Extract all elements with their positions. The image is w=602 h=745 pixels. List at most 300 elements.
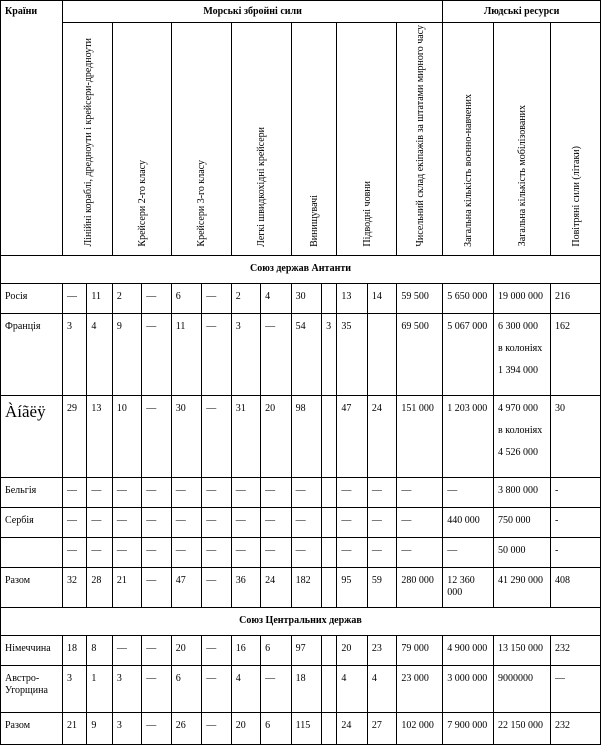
destroyers-b: [322, 712, 337, 744]
destroyers-b: [322, 395, 337, 477]
cell-value: 79 000: [401, 642, 429, 654]
cell-value: 750 000: [498, 514, 531, 526]
battleships-a: [63, 507, 87, 537]
cell-value: -: [554, 484, 559, 496]
cell-value: —: [341, 484, 352, 496]
cruisers2-a: [112, 283, 141, 313]
cell-value: 16: [235, 642, 246, 654]
cell-value: 280 000: [401, 574, 434, 586]
mobilized-cell: [494, 313, 551, 395]
trained-cell: [443, 395, 494, 477]
cell-value: 182: [295, 574, 311, 586]
destroyers-b: [322, 665, 337, 712]
aircraft-cell: [550, 665, 600, 712]
mobilized-cell: [494, 477, 551, 507]
aircraft-cell: [550, 283, 600, 313]
aircraft-cell: [550, 712, 600, 744]
cell-value: 2: [235, 290, 241, 302]
crew-cell: [397, 477, 443, 507]
cell-value: 23: [371, 642, 382, 654]
cell-value: —: [175, 514, 186, 526]
cell-value: —: [265, 544, 276, 556]
cell-value: —: [554, 672, 565, 684]
trained-cell: [443, 665, 494, 712]
crew-cell: [397, 567, 443, 607]
cell-value: -: [554, 514, 559, 526]
cell-value: —: [206, 484, 217, 496]
cell-value: 24: [341, 719, 352, 731]
battleships-b: [87, 283, 112, 313]
cruisers2-b: [142, 635, 171, 665]
cell-value: Àíãëÿ: [5, 401, 46, 421]
cell-value: 19 000 000: [498, 290, 544, 302]
table-row: [1, 635, 601, 665]
destroyers-b: [322, 567, 337, 607]
cell-value: 216: [554, 290, 570, 302]
cell-value: 20: [341, 642, 352, 654]
cruisers2-b: [142, 313, 171, 395]
battleships-b: [87, 507, 112, 537]
destroyers-a: [291, 665, 321, 712]
cell-value: —: [116, 642, 127, 654]
cell-value: —: [341, 514, 352, 526]
cell-value: —: [401, 484, 412, 496]
cell-value: 3: [235, 320, 241, 332]
col-trained: Загальна кількість воєнно-навчених: [443, 23, 494, 256]
cell-value: —: [91, 514, 102, 526]
cell-value: 9000000: [498, 672, 534, 684]
battleships-a: [63, 635, 87, 665]
cruisers3-a: [171, 395, 201, 477]
cruisers3-b: [202, 712, 231, 744]
trained-cell: [443, 635, 494, 665]
cell-value: 3 800 000: [498, 484, 539, 496]
light-cruisers-b: [261, 635, 291, 665]
cell-value: —: [67, 484, 78, 496]
cell-value: —: [447, 544, 458, 556]
cell-value: —: [401, 514, 412, 526]
cell-value: —: [371, 544, 382, 556]
aircraft-cell: [550, 635, 600, 665]
cruisers3-a: [171, 712, 201, 744]
col-destroyers: Винищувачі: [291, 23, 337, 256]
cell-value: —: [206, 320, 217, 332]
cell-value: 27: [371, 719, 382, 731]
cell-value: —: [175, 484, 186, 496]
table-row: [1, 665, 601, 712]
submarines-b: [367, 283, 396, 313]
col-aircraft: Повітряні сили (літаки): [550, 23, 600, 256]
crew-cell: [397, 665, 443, 712]
cell-value: 28: [91, 574, 102, 586]
cruisers3-a: [171, 507, 201, 537]
naval-forces-header: Морські збройні сили: [63, 1, 443, 23]
cell-value: -: [554, 544, 559, 556]
cell-value: 50 000: [498, 544, 526, 556]
cell-value: 29: [67, 402, 78, 414]
cell-value: 2: [116, 290, 122, 302]
mobilized-cell: [494, 635, 551, 665]
submarines-b: [367, 395, 396, 477]
cell-value: 35: [341, 320, 352, 332]
aircraft-cell: [550, 477, 600, 507]
submarines-a: [337, 537, 367, 567]
cell-value: —: [206, 672, 217, 684]
cell-value: —: [91, 484, 102, 496]
colonies-label: в колоніях: [498, 342, 543, 354]
cell-value: 47: [341, 402, 352, 414]
table-row: [1, 507, 601, 537]
group-central: Союз Центральних держав: [1, 607, 601, 635]
cruisers3-a: [171, 567, 201, 607]
light-cruisers-b: [261, 567, 291, 607]
cell-value: —: [206, 514, 217, 526]
cell-value: 21: [116, 574, 127, 586]
battleships-a: [63, 665, 87, 712]
cell-value: —: [146, 320, 157, 332]
cell-value: 11: [175, 320, 186, 332]
cell-value: 59 500: [401, 290, 429, 302]
cell-value: —: [67, 514, 78, 526]
cell-value: 5 067 000: [447, 320, 488, 332]
cell-value: 20: [265, 402, 276, 414]
cruisers2-a: [112, 537, 141, 567]
cruisers3-a: [171, 665, 201, 712]
cell-value: —: [235, 484, 246, 496]
cell-value: Разом: [5, 719, 31, 731]
mobilized-cell: [494, 665, 551, 712]
cell-value: 6: [265, 642, 271, 654]
cell-value: 30: [175, 402, 186, 414]
cruisers2-b: [142, 665, 171, 712]
cell-value: 232: [554, 719, 570, 731]
cell-value: —: [146, 719, 157, 731]
cell-value: —: [235, 514, 246, 526]
destroyers-b: [322, 477, 337, 507]
destroyers-b: [322, 507, 337, 537]
col-cruisers-2: Крейсери 2-го класу: [112, 23, 171, 256]
cell-value: 4 970 000: [498, 402, 539, 414]
submarines-b: [367, 537, 396, 567]
submarines-b: [367, 635, 396, 665]
destroyers-a: [291, 537, 321, 567]
light-cruisers-b: [261, 507, 291, 537]
light-cruisers-a: [231, 477, 260, 507]
col-cruisers-3: Крейсери 3-го класу: [171, 23, 231, 256]
cell-value: —: [67, 544, 78, 556]
light-cruisers-a: [231, 567, 260, 607]
submarines-a: [337, 712, 367, 744]
light-cruisers-a: [231, 635, 260, 665]
submarines-b: [367, 507, 396, 537]
table-row-total: [1, 712, 601, 744]
col-battleships: Лінійні кораблі, дредноути і крейсери-дредноути: [63, 23, 113, 256]
cell-value: 3 000 000: [447, 672, 488, 684]
destroyers-a: [291, 635, 321, 665]
col-crew-size: Чисельний склад екіпажів за штатами мирного часу: [397, 23, 443, 256]
cell-value: —: [146, 642, 157, 654]
light-cruisers-b: [261, 537, 291, 567]
destroyers-a: [291, 567, 321, 607]
battleships-a: [63, 283, 87, 313]
cell-value: 3: [67, 672, 73, 684]
table-row: [1, 477, 601, 507]
cruisers3-b: [202, 665, 231, 712]
battleships-b: [87, 665, 112, 712]
submarines-b: [367, 712, 396, 744]
cruisers3-a: [171, 313, 201, 395]
country-cell: [1, 395, 63, 477]
crew-cell: [397, 635, 443, 665]
cell-value: 14: [371, 290, 382, 302]
cell-value: —: [447, 484, 458, 496]
cruisers3-b: [202, 567, 231, 607]
cruisers3-b: [202, 507, 231, 537]
colonies-label: в колоніях: [498, 424, 543, 436]
cell-value: —: [206, 719, 217, 731]
destroyers-b: [322, 313, 337, 395]
light-cruisers-a: [231, 537, 260, 567]
cruisers3-b: [202, 537, 231, 567]
cell-value: 13: [91, 402, 102, 414]
destroyers-a: [291, 395, 321, 477]
destroyers-a: [291, 507, 321, 537]
trained-cell: [443, 477, 494, 507]
cell-value: 97: [295, 642, 306, 654]
submarines-a: [337, 477, 367, 507]
light-cruisers-b: [261, 477, 291, 507]
cell-value: 440 000: [447, 514, 480, 526]
cruisers3-b: [202, 635, 231, 665]
cell-value: 3: [326, 320, 332, 332]
table-row: [1, 395, 601, 477]
cell-value: 69 500: [401, 320, 429, 332]
cruisers3-b: [202, 313, 231, 395]
battleships-b: [87, 635, 112, 665]
battleships-a: [63, 567, 87, 607]
cell-value: 102 000: [401, 719, 434, 731]
cruisers2-b: [142, 395, 171, 477]
battleships-a: [63, 712, 87, 744]
cell-value: —: [295, 484, 306, 496]
cell-value: —: [146, 290, 157, 302]
cruisers2-b: [142, 537, 171, 567]
cell-value: 8: [91, 642, 97, 654]
cell-value: 59: [371, 574, 382, 586]
cruisers2-a: [112, 635, 141, 665]
cell-value: 31: [235, 402, 246, 414]
destroyers-b: [322, 283, 337, 313]
cell-value: 4: [341, 672, 347, 684]
cell-value: 41 290 000: [498, 574, 544, 586]
battleships-b: [87, 712, 112, 744]
aircraft-cell: [550, 507, 600, 537]
cruisers2-b: [142, 712, 171, 744]
cell-value: 3: [116, 672, 122, 684]
light-cruisers-a: [231, 507, 260, 537]
country-cell: [1, 283, 63, 313]
cell-value: 9: [116, 320, 122, 332]
cruisers2-a: [112, 567, 141, 607]
cruisers2-a: [112, 477, 141, 507]
battleships-a: [63, 395, 87, 477]
cell-value: —: [206, 574, 217, 586]
crew-cell: [397, 395, 443, 477]
country-cell: [1, 665, 63, 712]
trained-cell: [443, 712, 494, 744]
battleships-b: [87, 313, 112, 395]
cell-value: 3: [116, 719, 122, 731]
cell-value: 5 650 000: [447, 290, 488, 302]
battleships-a: [63, 477, 87, 507]
cell-value: 4: [371, 672, 377, 684]
cell-value: —: [235, 544, 246, 556]
cell-value: —: [265, 672, 276, 684]
light-cruisers-b: [261, 395, 291, 477]
submarines-a: [337, 507, 367, 537]
light-cruisers-a: [231, 313, 260, 395]
mobilized-cell: [494, 537, 551, 567]
submarines-a: [337, 665, 367, 712]
cell-value: Бельгія: [5, 484, 37, 496]
light-cruisers-b: [261, 283, 291, 313]
cell-value: Німеччина: [5, 642, 51, 654]
aircraft-cell: [550, 567, 600, 607]
light-cruisers-b: [261, 712, 291, 744]
country-cell: [1, 313, 63, 395]
cruisers2-a: [112, 313, 141, 395]
cruisers2-a: [112, 507, 141, 537]
light-cruisers-a: [231, 395, 260, 477]
cruisers3-a: [171, 635, 201, 665]
battleships-b: [87, 537, 112, 567]
table-row: [1, 537, 601, 567]
cruisers3-b: [202, 477, 231, 507]
cell-value: 3: [67, 320, 73, 332]
cell-value: —: [175, 544, 186, 556]
battleships-b: [87, 395, 112, 477]
cell-value: —: [206, 544, 217, 556]
cell-value: 18: [295, 672, 306, 684]
cell-value: 20: [235, 719, 246, 731]
light-cruisers-a: [231, 283, 260, 313]
cell-value: —: [146, 574, 157, 586]
cell-value: 1 203 000: [447, 402, 488, 414]
cell-value: —: [146, 672, 157, 684]
col-mobilized: Загальна кількість мобілізованих: [494, 23, 551, 256]
country-cell: [1, 635, 63, 665]
country-cell: [1, 712, 63, 744]
cell-value: —: [371, 484, 382, 496]
cell-value: 13 150 000: [498, 642, 544, 654]
cell-value: 4: [91, 320, 97, 332]
cell-value: —: [146, 544, 157, 556]
submarines-a: [337, 567, 367, 607]
crew-cell: [397, 537, 443, 567]
countries-header: Країни: [1, 1, 63, 256]
battleships-b: [87, 567, 112, 607]
cell-value: 7 900 000: [447, 719, 488, 731]
cell-value: 36: [235, 574, 246, 586]
cell-value: 47: [175, 574, 186, 586]
cell-value: 30: [554, 402, 565, 414]
cell-value: —: [67, 290, 78, 302]
submarines-a: [337, 283, 367, 313]
aircraft-cell: [550, 537, 600, 567]
cruisers2-a: [112, 665, 141, 712]
cell-value: —: [295, 514, 306, 526]
group-entente: Союз держав Антанти: [1, 255, 601, 283]
cell-value: 22 150 000: [498, 719, 544, 731]
submarines-a: [337, 635, 367, 665]
cell-value: —: [295, 544, 306, 556]
destroyers-a: [291, 712, 321, 744]
battleships-a: [63, 313, 87, 395]
cell-value: —: [116, 514, 127, 526]
mobilized-cell: [494, 567, 551, 607]
colonies-value: 1 394 000: [498, 364, 539, 376]
light-cruisers-b: [261, 313, 291, 395]
cell-value: 11: [91, 290, 102, 302]
submarines-a: [337, 313, 367, 395]
mobilized-cell: [494, 712, 551, 744]
country-cell: [1, 507, 63, 537]
cell-value: —: [146, 514, 157, 526]
cell-value: 9: [91, 719, 97, 731]
cell-value: 23 000: [401, 672, 429, 684]
destroyers-b: [322, 635, 337, 665]
cell-value: —: [116, 484, 127, 496]
crew-cell: [397, 313, 443, 395]
cell-value: —: [116, 544, 127, 556]
cell-value: 12 360 000: [447, 574, 475, 598]
cell-value: Австро-Угорщина: [5, 672, 48, 696]
submarines-b: [367, 313, 396, 395]
cell-value: Росія: [5, 290, 28, 302]
crew-cell: [397, 507, 443, 537]
cell-value: Разом: [5, 574, 31, 586]
cruisers2-b: [142, 477, 171, 507]
light-cruisers-a: [231, 665, 260, 712]
cell-value: 10: [116, 402, 127, 414]
cell-value: 4 900 000: [447, 642, 488, 654]
col-submarines: Підводні човни: [337, 23, 397, 256]
trained-cell: [443, 567, 494, 607]
destroyers-a: [291, 313, 321, 395]
cell-value: —: [146, 484, 157, 496]
cruisers3-b: [202, 283, 231, 313]
trained-cell: [443, 537, 494, 567]
human-resources-header: Людські ресурси: [443, 1, 601, 23]
cell-value: 24: [371, 402, 382, 414]
cell-value: 6: [175, 672, 181, 684]
table-row: [1, 313, 601, 395]
cell-value: 18: [67, 642, 78, 654]
battleships-a: [63, 537, 87, 567]
cell-value: 54: [295, 320, 306, 332]
cruisers2-a: [112, 395, 141, 477]
cell-value: 408: [554, 574, 570, 586]
country-cell: [1, 537, 63, 567]
cell-value: 115: [295, 719, 311, 731]
cruisers3-a: [171, 537, 201, 567]
cruisers2-b: [142, 567, 171, 607]
cell-value: —: [401, 544, 412, 556]
cell-value: 162: [554, 320, 570, 332]
cell-value: 151 000: [401, 402, 434, 414]
mobilized-cell: [494, 507, 551, 537]
cruisers3-b: [202, 395, 231, 477]
